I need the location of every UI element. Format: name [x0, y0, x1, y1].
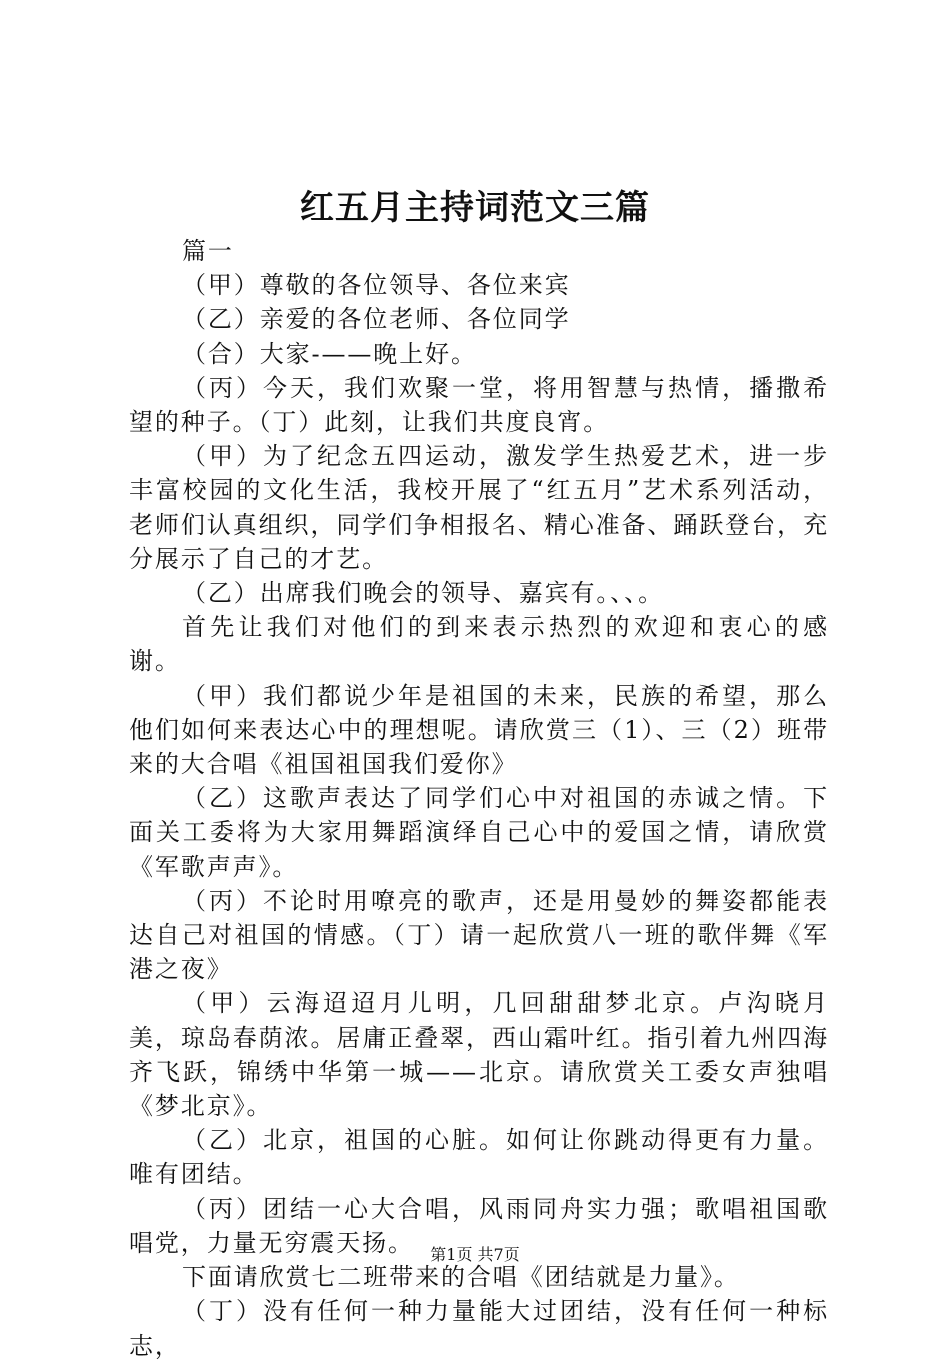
paragraph: （甲）我们都说少年是祖国的未来，民族的希望，那么他们如何来表达心中的理想呢。请欣赏三（1）、三（2）班带来的大合唱《祖国祖国我们爱你》 — [129, 681, 829, 779]
paragraph: 篇一 — [182, 237, 234, 265]
paragraph: （丙）不论时用嘹亮的歌声，还是用曼妙的舞姿都能表达自己对祖国的情感。（丁）请一起欣赏八一班的歌伴舞《军港之夜》 — [129, 886, 829, 984]
paragraph: （甲）尊敬的各位领导、各位来宾 — [182, 271, 571, 300]
page-footer: 第1页 共7页 — [430, 1245, 520, 1264]
paragraph: （丙）团结一心大合唱，风雨同舟实力强；歌唱祖国歌唱党，力量无穷震天扬。 — [129, 1194, 829, 1257]
paragraph: 下面请欣赏七二班带来的合唱《团结就是力量》。 — [182, 1263, 740, 1292]
document-title: 红五月主持词范文三篇 — [300, 188, 650, 228]
paragraph: （丙）今天，我们欢聚一堂，将用智慧与热情，播撒希望的种子。（丁）此刻，让我们共度良宵。 — [129, 373, 829, 437]
paragraph: 首先让我们对他们的到来表示热烈的欢迎和衷心的感谢。 — [129, 613, 829, 676]
paragraph: （乙）亲爱的各位老师、各位同学 — [182, 305, 571, 334]
paragraph: （乙）这歌声表达了同学们心中对祖国的赤诚之情。下面关工委将为大家用舞蹈演绎自己心中的爱国之情，请欣赏《军歌声声》。 — [129, 784, 829, 881]
paragraph: （乙）北京，祖国的心脏。如何让你跳动得更有力量。唯有团结。 — [129, 1126, 829, 1189]
paragraph: （甲）为了纪念五四运动，激发学生热爱艺术，进一步丰富校园的文化生活，我校开展了“红五月”艺术系列活动，老师们认真组织，同学们争相报名、精心准备、踊跃登台，充分展示了自己的才艺。 — [129, 442, 829, 573]
paragraph: （乙）出席我们晚会的领导、嘉宾有。、、。 — [182, 579, 664, 608]
paragraph: （丁）没有任何一种力量能大过团结，没有任何一种标志， — [129, 1297, 829, 1360]
paragraph: （合）大家-——晚上好。 — [182, 339, 477, 368]
document-body — [129, 234, 829, 1363]
paragraph: （甲）云海迢迢月儿明，几回甜甜梦北京。卢沟晓月美，琼岛春荫浓。居庸正叠翠，西山霜叶红。指引着九州四海齐飞跃，锦绣中华第一城——北京。请欣赏关工委女声独唱《梦北京》。 — [129, 989, 829, 1121]
